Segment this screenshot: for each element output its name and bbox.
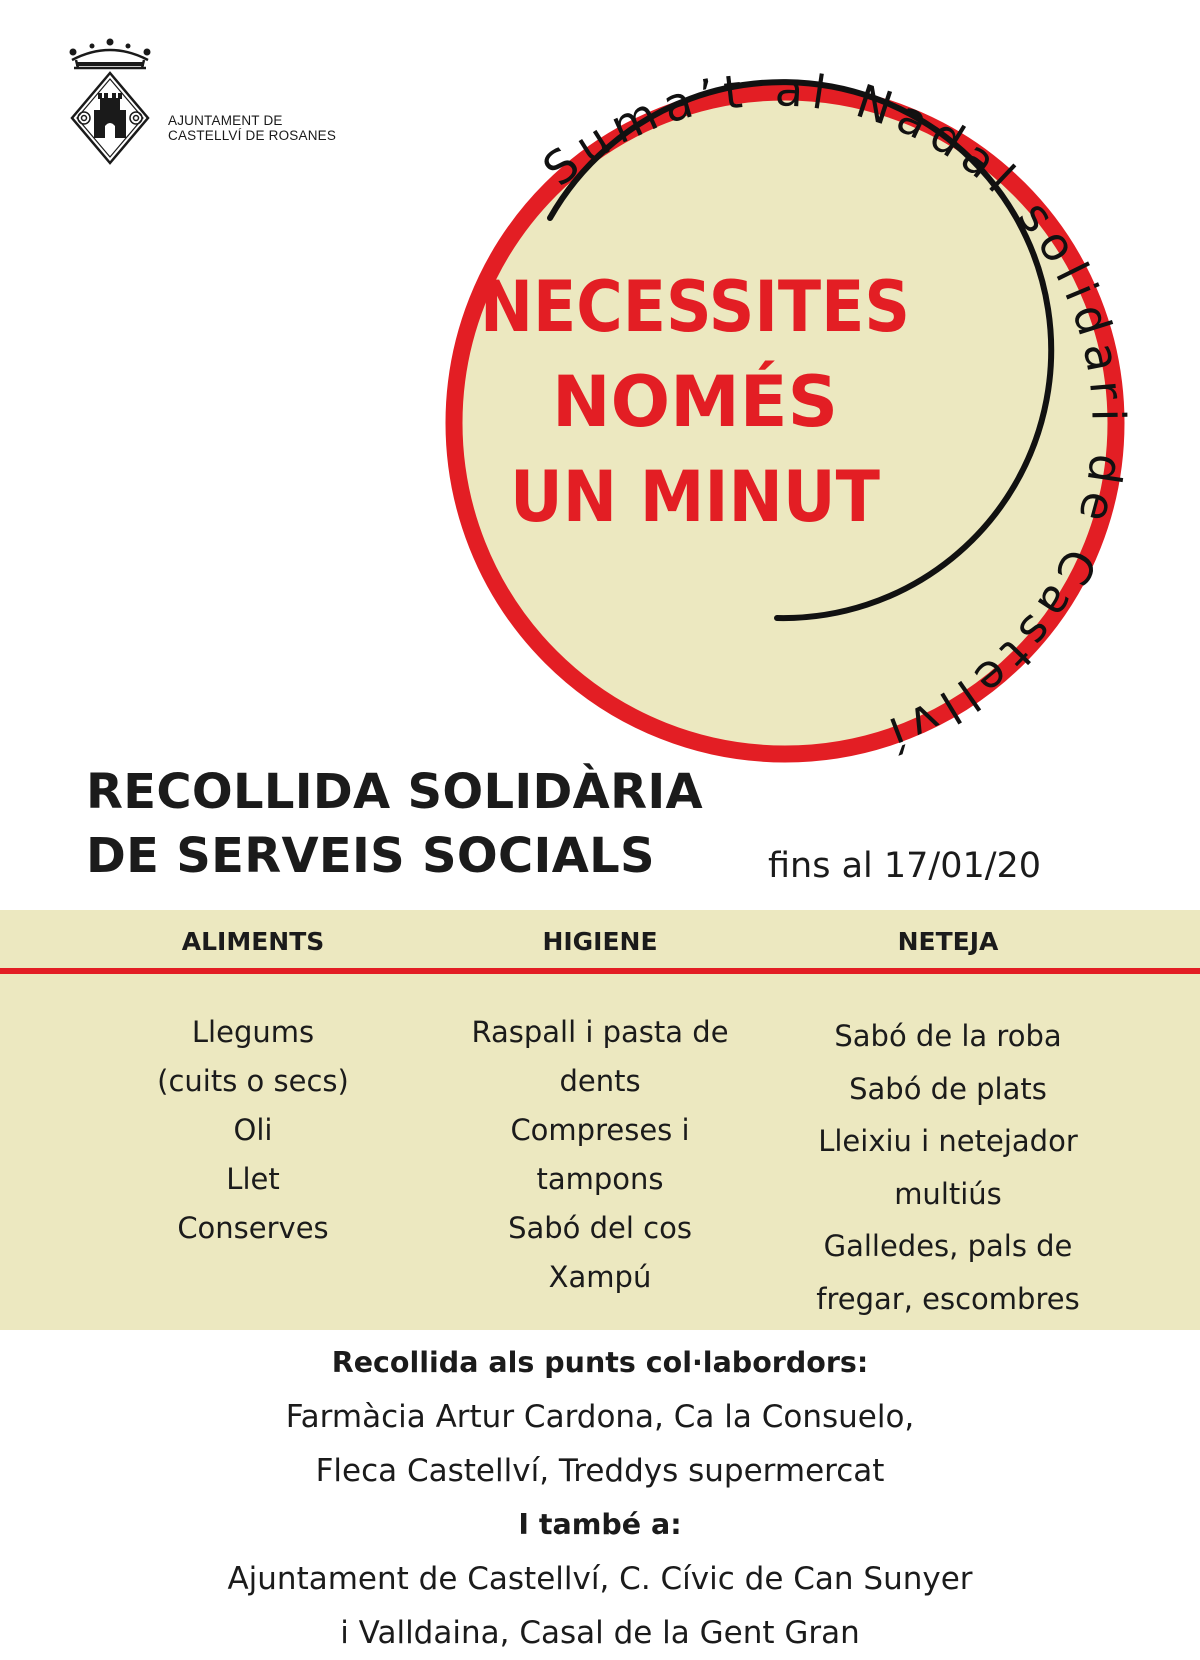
list-item: Sabó de plats xyxy=(849,1071,1047,1106)
category-list-aliments xyxy=(78,1008,428,1253)
collection-points-line1: Farmàcia Artur Cardona, Ca la Consuelo, xyxy=(285,1399,915,1435)
category-list-higiene xyxy=(425,1008,775,1302)
campaign-title-line2: DE SERVEIS SOCIALS xyxy=(86,828,655,884)
campaign-title xyxy=(86,760,703,888)
organization-name-line2: CASTELLVÍ DE ROSANES xyxy=(168,128,337,143)
category-title-neteja: NETEJA xyxy=(897,927,999,956)
badge-headline-line3: UN MINUT xyxy=(510,456,881,538)
list-item: (cuits o secs) xyxy=(157,1064,349,1098)
list-item: Raspall i pasta de xyxy=(471,1015,729,1049)
list-item: Llet xyxy=(226,1162,280,1196)
list-item: Compreses i xyxy=(510,1113,690,1147)
list-item: multiús xyxy=(894,1176,1002,1211)
collection-points-heading: Recollida als punts col·labordors: xyxy=(331,1346,869,1379)
category-title-aliments: ALIMENTS xyxy=(181,927,325,956)
list-item: Oli xyxy=(233,1113,273,1147)
category-title-higiene: HIGIENE xyxy=(542,927,658,956)
panel-divider xyxy=(0,968,1200,974)
campaign-title-line1: RECOLLIDA SOLIDÀRIA xyxy=(86,764,703,820)
list-item: Sabó del cos xyxy=(508,1211,692,1245)
list-item: tampons xyxy=(536,1162,664,1196)
category-list-neteja xyxy=(773,1010,1123,1325)
list-item: dents xyxy=(559,1064,641,1098)
collection-also-line2: i Valldaina, Casal de la Gent Gran xyxy=(340,1615,860,1651)
campaign-badge xyxy=(415,53,1155,793)
list-item: Conserves xyxy=(177,1211,329,1245)
collection-also-line1: Ajuntament de Castellví, C. Cívic de Can Sunyer xyxy=(227,1561,973,1597)
badge-headline-line1: NECESSITES xyxy=(480,266,910,348)
list-item: Sabó de la roba xyxy=(834,1019,1062,1053)
list-item: Llegums xyxy=(191,1015,315,1049)
collection-points xyxy=(0,1336,1200,1660)
collection-points-line2: Fleca Castellví, Treddys supermercat xyxy=(315,1453,885,1489)
list-item: Lleixiu i netejador xyxy=(818,1124,1078,1158)
collection-also-heading: I també a: xyxy=(518,1508,682,1541)
organization-name xyxy=(168,113,336,143)
donation-items-panel xyxy=(0,910,1200,1330)
list-item: fregar, escombres xyxy=(816,1281,1080,1316)
list-item: Xampú xyxy=(548,1260,652,1294)
badge-headline-line2: NOMÉS xyxy=(552,361,838,443)
list-item: Galledes, pals de xyxy=(823,1229,1073,1263)
badge-curved-textpath: Suma’t al Nadal solidari de Castellví xyxy=(532,61,1136,765)
organization-name-line1: AJUNTAMENT DE xyxy=(168,113,283,128)
campaign-deadline: fins al 17/01/20 xyxy=(768,846,1042,886)
